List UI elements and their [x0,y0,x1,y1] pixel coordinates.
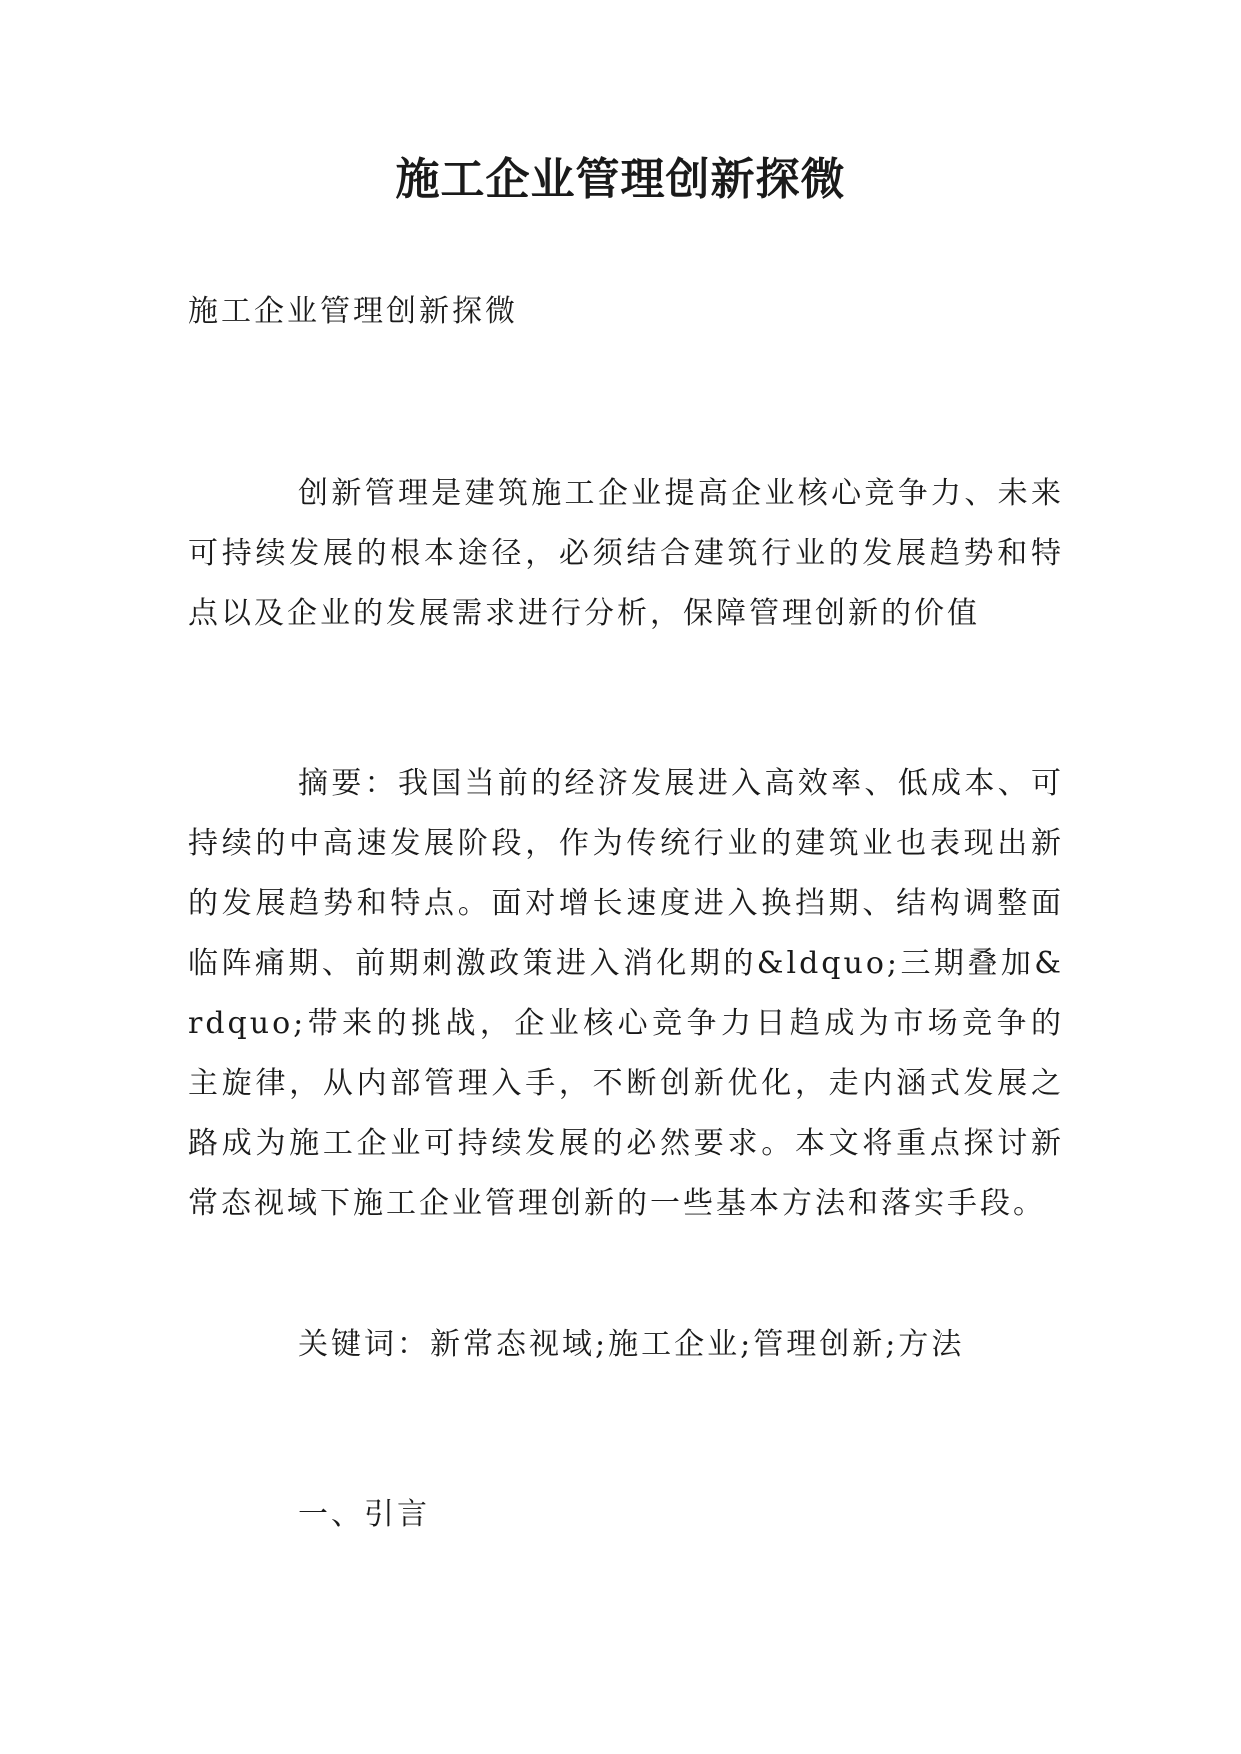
keywords-line: 关键词：新常态视域;施工企业;管理创新;方法 [298,1327,965,1362]
abstract-paragraph: 摘要：我国当前的经济发展进入高效率、低成本、可持续的中高速发展阶段，作为传统行业的建筑业也表现出新的发展趋势和特点。面对增长速度进入换挡期、结构调整面临阵痛期、前期刺激政策进入消化期的&ldquo;三期叠加&rdquo;带来的挑战，企业核心竞争力日趋成为市场竞争的主旋律，从内部管理入手，不断创新优化，走内涵式发展之路成为施工企业可持续发展的必然要求。本文将重点探讨新常态视域下施工企业管理创新的一些基本方法和落实手段。 [188,766,1064,1221]
document-title: 施工企业管理创新探微 [395,154,846,205]
section-heading-introduction: 一、引言 [298,1497,430,1532]
document-subtitle: 施工企业管理创新探微 [188,294,518,329]
intro-paragraph: 创新管理是建筑施工企业提高企业核心竞争力、未来可持续发展的根本途径，必须结合建筑行业的发展趋势和特点以及企业的发展需求进行分析，保障管理创新的价值 [188,476,1064,631]
